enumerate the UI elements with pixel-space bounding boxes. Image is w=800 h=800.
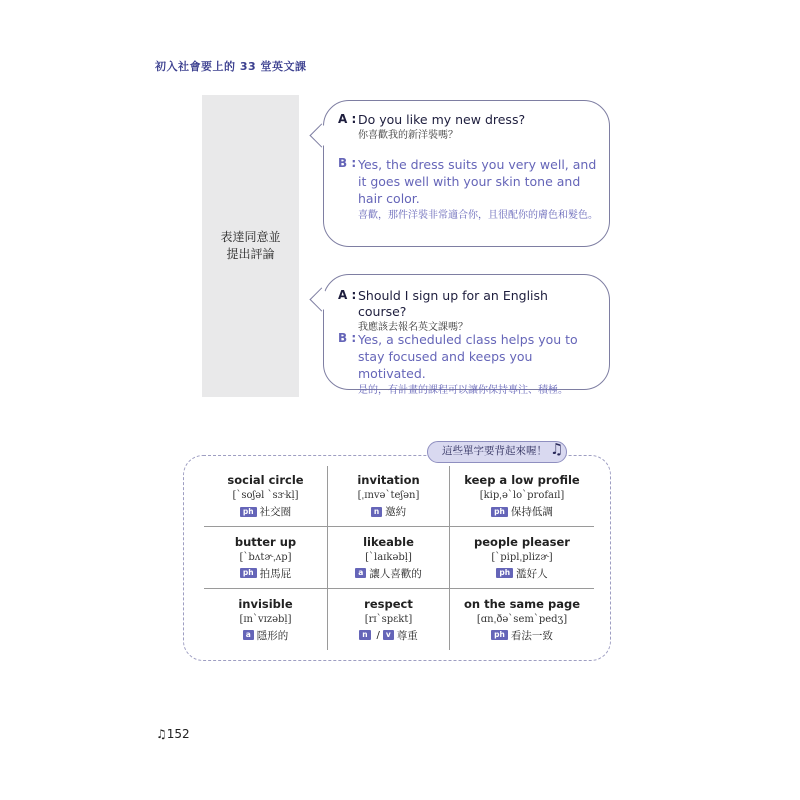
vocab-chinese-meaning: 邀約 — [385, 506, 407, 518]
vocab-word: keep a low profile — [464, 473, 580, 487]
page-number: 152 — [166, 727, 190, 741]
vocab-meaning-row — [496, 566, 547, 581]
part-of-speech-badge: v — [383, 630, 394, 640]
dialogue-line-a — [338, 112, 600, 143]
dialogue-b-english: Yes, a scheduled class helps you to stay focused and keeps you motivated. — [358, 332, 578, 381]
vocab-word: people pleaser — [474, 534, 570, 549]
dialogue-b-chinese: 喜歡，那件洋裝非常適合你，且很配你的膚色和髮色。 — [358, 210, 598, 221]
music-note-icon: ♫ — [156, 727, 167, 741]
vocab-card — [204, 589, 328, 650]
vocab-phonetic: [ˋbʌtɚˌʌp] — [239, 551, 292, 563]
vocab-card — [328, 527, 450, 589]
part-of-speech-badge: ph — [496, 568, 513, 578]
speaker-a-label: A : — [338, 288, 357, 302]
page-header-title: 初入社會要上的 33 堂英文課 — [155, 60, 307, 73]
vocab-word: on the same page — [464, 596, 580, 611]
vocab-tag: 這些單字要背起來喔！ — [427, 441, 567, 463]
vocab-chinese-meaning: 看法一致 — [510, 629, 553, 642]
vocab-phonetic: [ˋsoʃəl ˋsɝkḷ] — [232, 490, 299, 501]
vocab-card — [204, 466, 328, 527]
vocab-card — [450, 589, 594, 650]
speaker-a-label: A : — [338, 112, 357, 126]
part-of-speech-badge: a — [243, 630, 254, 640]
part-of-speech-badge: n — [359, 630, 370, 640]
speaker-b-label: B : — [338, 156, 357, 170]
vocab-word: likeable — [363, 534, 414, 549]
dialogue-a-english: Should I sign up for an English course? — [358, 288, 548, 319]
vocab-meaning-row — [491, 504, 553, 519]
section-label-line1: 表達同意並 — [220, 230, 281, 244]
section-label — [202, 229, 299, 263]
vocab-card — [328, 589, 450, 650]
vocab-chinese-meaning: 隱形的 — [256, 629, 289, 642]
vocab-phonetic: [ˋlaɪkəbḷ] — [365, 551, 412, 563]
vocab-phonetic: [ɑnˌðəˋsemˋpedʒ] — [476, 613, 568, 625]
dialogue-a-chinese: 你喜歡我的新洋裝嗎？ — [358, 130, 458, 141]
vocab-card — [328, 466, 450, 527]
dialogue-b-english: Yes, the dress suits you very well, and it goes well with your skin tone and hair color. — [358, 157, 597, 206]
dialogue-line-b — [338, 331, 600, 399]
music-note-icon: ♫ — [550, 440, 564, 458]
bubble-tail — [309, 123, 333, 147]
vocab-word: butter up — [234, 534, 297, 549]
dialogue-a-english: Do you like my new dress? — [358, 112, 526, 127]
vocab-card — [450, 466, 594, 527]
pos-separator: / — [376, 629, 380, 641]
dialogue-line-a — [338, 288, 600, 335]
vocab-word: respect — [364, 596, 413, 611]
vocab-chinese-meaning: 社交圈 — [259, 506, 292, 518]
page-footer — [156, 727, 190, 741]
dialogue-line-b — [338, 156, 600, 224]
dialogue-a-chinese: 我應該去報名英文課嗎？ — [358, 322, 468, 333]
speech-bubble-1 — [323, 100, 610, 247]
bubble-tail — [309, 287, 333, 311]
vocab-chinese-meaning: 保持低調 — [510, 506, 553, 518]
vocab-phonetic: [kipˌəˋloˋprofaɪl] — [479, 490, 565, 501]
part-of-speech-badge: n — [371, 507, 382, 517]
vocab-meaning-row — [491, 628, 553, 643]
vocab-meaning-row — [359, 628, 418, 643]
part-of-speech-badge: a — [355, 568, 366, 578]
vocab-phonetic: [rɪˋspɛkt] — [364, 613, 413, 625]
vocab-card — [204, 527, 328, 589]
part-of-speech-badge: ph — [240, 507, 257, 517]
speaker-b-label: B : — [338, 331, 357, 345]
vocab-chinese-meaning: 拍馬屁 — [259, 567, 292, 580]
vocab-meaning-row — [355, 566, 422, 581]
part-of-speech-badge: ph — [491, 507, 508, 517]
vocab-meaning-row — [371, 504, 406, 519]
vocab-word: invisible — [238, 596, 293, 611]
vocab-meaning-row — [240, 566, 291, 581]
vocab-chinese-meaning: 尊重 — [396, 629, 418, 642]
vocab-chinese-meaning: 讓人喜歡的 — [369, 567, 422, 580]
vocab-phonetic: [ˋpiplˌplizɚ] — [491, 551, 553, 563]
part-of-speech-badge: ph — [240, 568, 257, 578]
vocab-grid — [204, 466, 594, 650]
vocab-chinese-meaning: 濫好人 — [516, 567, 548, 580]
dialogue-b-chinese: 是的，有計畫的課程可以讓你保持專注、積極。 — [358, 385, 568, 396]
vocab-phonetic: [ɪnˋvɪzəbḷ] — [239, 613, 292, 625]
vocab-word: social circle — [227, 473, 304, 487]
vocab-word: invitation — [357, 473, 420, 487]
vocab-meaning-row — [240, 504, 291, 519]
part-of-speech-badge: ph — [491, 630, 508, 640]
vocab-phonetic: [ˌɪnvəˋteʃən] — [357, 490, 420, 501]
vocab-meaning-row — [243, 628, 289, 643]
vocab-card — [450, 527, 594, 589]
section-label-line2: 提出評論 — [226, 247, 275, 261]
speech-bubble-2 — [323, 274, 610, 396]
